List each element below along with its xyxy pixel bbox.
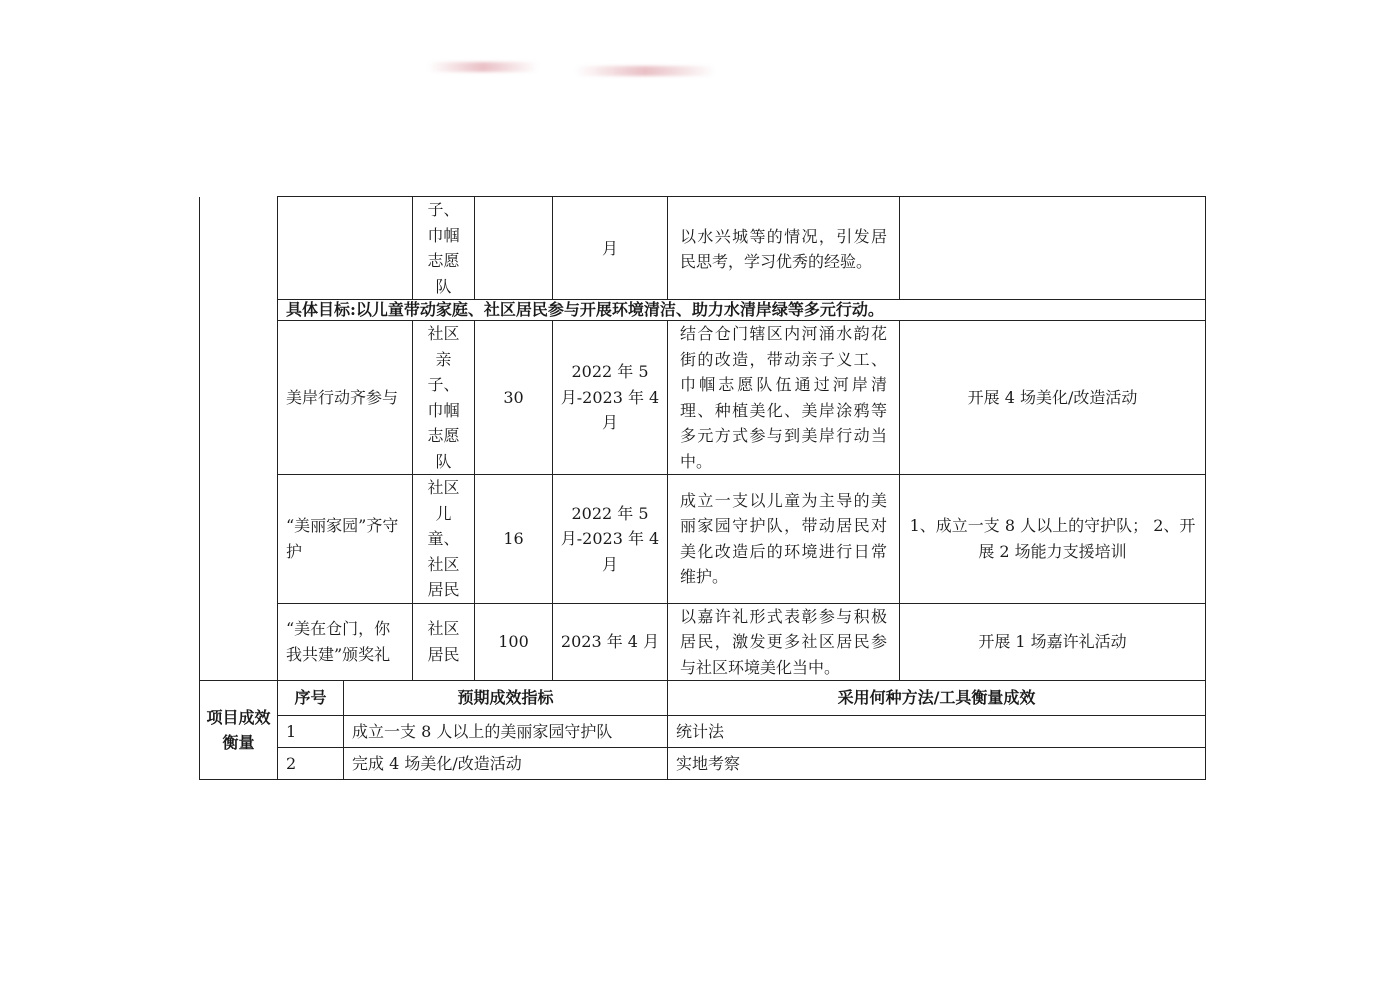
indicator-cell: 成立一支 8 人以上的美丽家园守护队	[344, 716, 668, 748]
description-cell: 成立一支以儿童为主导的美丽家园守护队，带动居民对美化改造后的环境进行日常维护。	[668, 475, 900, 604]
activity-name-cell: “美在仓门，你我共建”颁奖礼	[278, 603, 413, 681]
description-cell: 以水兴城等的情况，引发居民思考，学习优秀的经验。	[668, 197, 900, 300]
time-cell: 2023 年 4 月	[553, 603, 668, 681]
measurement-row	[200, 748, 1206, 780]
measurement-row	[200, 716, 1206, 748]
outcome-cell: 1、成立一支 8 人以上的守护队； 2、开展 2 场能力支援培训	[900, 475, 1206, 604]
scan-artifact	[428, 62, 538, 72]
target-cell: 社区居民	[413, 603, 475, 681]
side-column	[200, 197, 278, 681]
activity-name-cell: “美丽家园”齐守护	[278, 475, 413, 604]
count-cell: 16	[475, 475, 553, 604]
method-header: 采用何种方法/工具衡量成效	[668, 681, 1206, 716]
indicator-header: 预期成效指标	[344, 681, 668, 716]
method-cell: 实地考察	[668, 748, 1206, 780]
time-cell: 2022 年 5 月-2023 年 4 月	[553, 321, 668, 475]
target-cell: 社区儿童、社区居民	[413, 475, 475, 604]
seq-header: 序号	[278, 681, 344, 716]
count-cell: 100	[475, 603, 553, 681]
scan-artifact	[575, 66, 715, 76]
target-cell: 社区亲子、巾帼志愿队	[413, 321, 475, 475]
seq-cell: 1	[278, 716, 344, 748]
table-row	[200, 475, 1206, 604]
specific-goal-text: 具体目标:以儿童带动家庭、社区居民参与开展环境清洁、助力水清岸绿等多元行动。	[278, 300, 1206, 321]
seq-cell: 2	[278, 748, 344, 780]
time-cell: 2022 年 5 月-2023 年 4 月	[553, 475, 668, 604]
outcome-cell: 开展 4 场美化/改造活动	[900, 321, 1206, 475]
description-cell: 以嘉许礼形式表彰参与积极居民，激发更多社区居民参与社区环境美化当中。	[668, 603, 900, 681]
outcome-cell: 开展 1 场嘉许礼活动	[900, 603, 1206, 681]
count-cell: 30	[475, 321, 553, 475]
method-cell: 统计法	[668, 716, 1206, 748]
table-row	[200, 197, 1206, 300]
activity-name-cell: 美岸行动齐参与	[278, 321, 413, 475]
table-row	[200, 603, 1206, 681]
indicator-cell: 完成 4 场美化/改造活动	[344, 748, 668, 780]
activity-name-cell	[278, 197, 413, 300]
project-activity-table	[199, 196, 1206, 780]
outcome-cell	[900, 197, 1206, 300]
target-cell: 子、巾帼志愿队	[413, 197, 475, 300]
description-cell: 结合仓门辖区内河涌水韵花街的改造，带动亲子义工、巾帼志愿队伍通过河岸清理、种植美化、美岸涂鸦等多元方式参与到美岸行动当中。	[668, 321, 900, 475]
measurement-section-label: 项目成效衡量	[200, 681, 278, 780]
measurement-header-row	[200, 681, 1206, 716]
time-cell: 月	[553, 197, 668, 300]
table-row	[200, 321, 1206, 475]
count-cell	[475, 197, 553, 300]
goal-row	[200, 300, 1206, 321]
